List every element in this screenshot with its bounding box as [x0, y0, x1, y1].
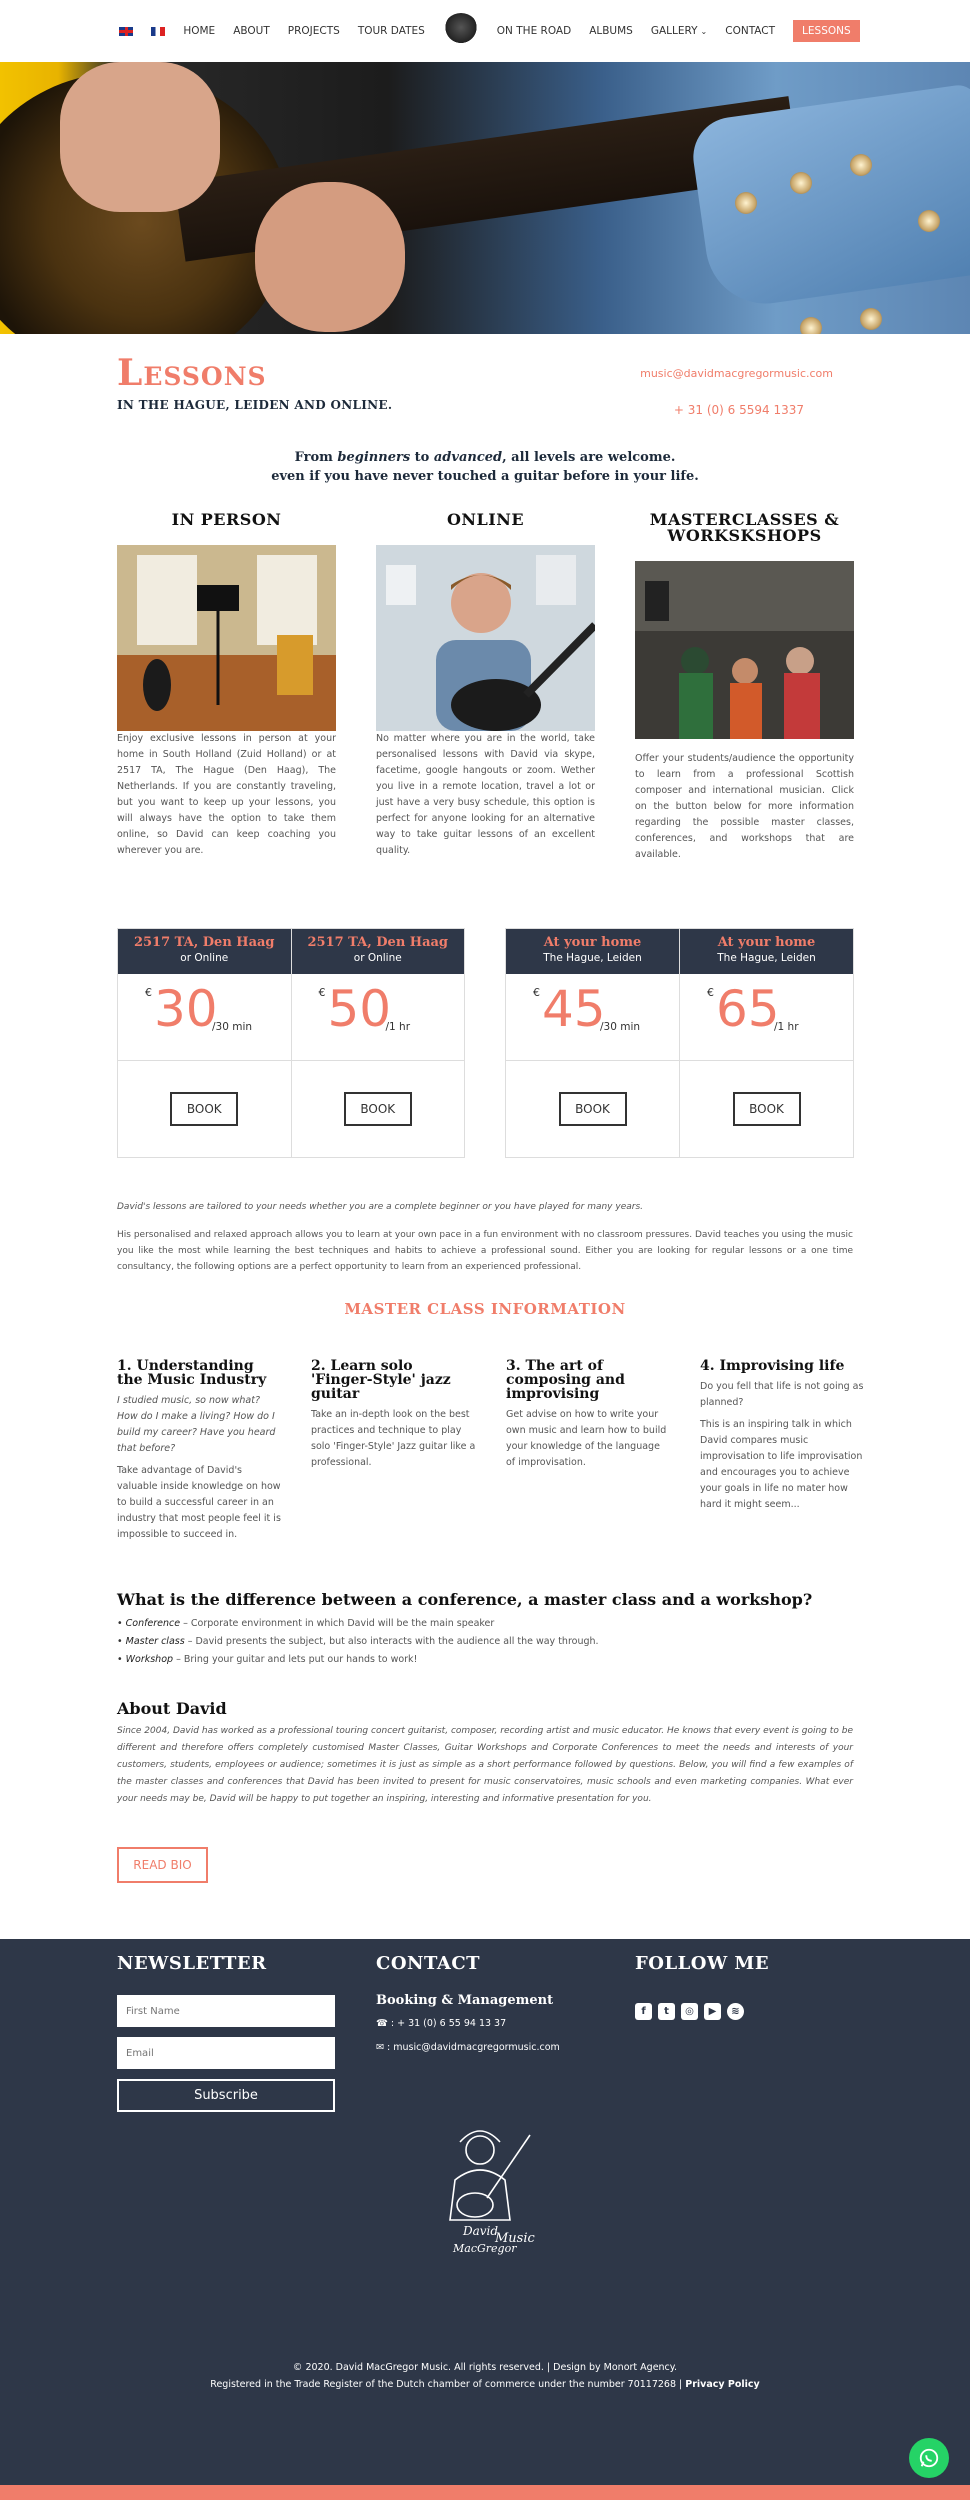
- price-card: [118, 929, 292, 1157]
- about-title: About David: [117, 1699, 227, 1718]
- privacy-policy-link[interactable]: Privacy Policy: [685, 2379, 760, 2390]
- intro-line-1: [0, 448, 970, 467]
- tailored-text: David's lessons are tailored to your needs whether you are a complete beginner or you have played for many years.: [117, 1202, 643, 1212]
- first-name-input[interactable]: [117, 1995, 335, 2027]
- intro-line-2: even if you have never touched a guitar before in your life.: [271, 469, 699, 484]
- term-description: – Bring your guitar and lets put our hands to work!: [173, 1654, 418, 1665]
- nav-contact[interactable]: CONTACT: [725, 25, 776, 37]
- book-button[interactable]: BOOK: [733, 1092, 801, 1126]
- masterclass-item: [506, 1359, 671, 1471]
- price-period: /30 min: [600, 1021, 641, 1033]
- price-header: [506, 929, 679, 974]
- price-card: [292, 929, 465, 1157]
- price-card: [680, 929, 853, 1157]
- phone-icon: ☎: [376, 2018, 388, 2029]
- masterclass-item-text: I studied music, so now what? How do I make a living? How do I build my career? Have you heard that before?: [117, 1395, 276, 1454]
- poster: [386, 565, 416, 605]
- page-subtitle: IN THE HAGUE, LEIDEN AND ONLINE.: [117, 398, 393, 412]
- term: Conference: [125, 1618, 181, 1629]
- column-text: Enjoy exclusive lessons in person at your home in South Holland (Zuid Holland) or at 2517 TA, The Hague (Den Haag), The Netherlands. If you are constantly traveling, but you want to keep up your lessons, you will always have the option to take them online, so David can keep coaching you wherever you are.: [117, 733, 336, 856]
- difference-title: What is the difference between a conference, a master class and a workshop?: [117, 1590, 813, 1609]
- price-amount: 65: [716, 980, 780, 1038]
- online-column: [376, 512, 595, 859]
- price-amount: 45: [542, 980, 606, 1038]
- pricing-group-den-haag: [117, 928, 465, 1158]
- price-header: [680, 929, 853, 974]
- pricing-group-at-home: [505, 928, 854, 1158]
- lang-fr[interactable]: [142, 27, 174, 36]
- approach-text: His personalised and relaxed approach allows you to learn at your own pace in a fun environment with no classroom pressures. David teaches you using the music you like the most while learning the best techniques and habits to achieve a professional sound. Either you are looking for regular lessons or a one time consultancy, the following options are a perfect opportunity to learn from an experienced professional.: [117, 1230, 853, 1272]
- intro-text-part: to: [410, 450, 434, 465]
- book-button[interactable]: BOOK: [170, 1092, 238, 1126]
- book-area: [118, 1061, 291, 1157]
- masterclass-item-title: 4. Improvising life: [700, 1358, 845, 1374]
- nav-tour-dates[interactable]: TOUR DATES: [357, 25, 425, 37]
- poster: [536, 555, 576, 605]
- about-text: Since 2004, David has worked as a professional touring concert guitarist, composer, recording artist and music educator. He knows that every event is going to be different and therefore offers completely customised Master Classes, Guitar Workshops and Corporate Conferences to meet the needs and interests of your customers, students, employees or audience; sometimes it is just as simple as a short performance followed by questions. Below, you will find a few examples of the master classes and conferences that David has been invited to present for music conservatoires, music schools and even marketing companies. What ever your needs may be, David will be happy to put together an inspiring, interesting and informative presentation for you.: [117, 1726, 853, 1804]
- list-item: [117, 1615, 599, 1633]
- window: [257, 555, 317, 645]
- tuning-peg: [918, 210, 940, 232]
- book-button[interactable]: BOOK: [559, 1092, 627, 1126]
- column-title: IN PERSON: [171, 510, 282, 529]
- price-location: 2517 TA, Den Haag: [307, 935, 449, 950]
- guitar-shape: [451, 679, 541, 731]
- currency-symbol: €: [145, 986, 152, 999]
- in-person-column: [117, 512, 336, 859]
- subscribe-button[interactable]: Subscribe: [117, 2079, 335, 2112]
- person-head: [681, 647, 709, 675]
- read-bio-button[interactable]: READ BIO: [117, 1847, 208, 1883]
- masterclass-item: [311, 1359, 476, 1471]
- price-amount-box: [118, 974, 291, 1061]
- nav-albums[interactable]: ALBUMS: [589, 25, 633, 37]
- column-title: MASTERCLASSES & WORKSKSHOPS: [649, 510, 840, 545]
- price-sublocation: or Online: [353, 952, 402, 964]
- booking-heading: Booking & Management: [376, 1993, 554, 2008]
- music-stand-illustration: [117, 545, 336, 731]
- nav-gallery-label[interactable]: GALLERY: [650, 25, 698, 37]
- masterclass-item: [700, 1359, 865, 1513]
- column-text: Offer your students/audience the opportunity to learn from a professional Scottish composer and international musician. Click on the button below for more information regarding the possible master classes, conferences, and workshops that are available.: [635, 753, 854, 860]
- follow-title: FOLLOW ME: [635, 1953, 770, 1974]
- nav-about[interactable]: ABOUT: [233, 25, 270, 37]
- column-text: No matter where you are in the world, take personalised lessons with David via skype, facetime, google hangouts or zoom. Wether you live in a remote location, travel a lot or just have a very busy schedule, this option is perfect for anyone looking for an alternative way to take guitar lessons of an excellent quality.: [376, 733, 595, 856]
- nav-lessons[interactable]: LESSONS: [793, 20, 860, 42]
- fr-flag-icon[interactable]: [151, 27, 165, 36]
- twitter-icon[interactable]: t: [658, 2003, 675, 2020]
- whatsapp-button[interactable]: [909, 2438, 949, 2478]
- instagram-icon[interactable]: ◎: [681, 2003, 698, 2020]
- price-card: [506, 929, 680, 1157]
- book-area: [506, 1061, 679, 1157]
- facebook-icon[interactable]: f: [635, 2003, 652, 2020]
- masterclass-item-text: Take an in-depth look on the best practices and technique to play solo 'Finger-Style' Jazz guitar like a professional.: [311, 1409, 476, 1468]
- logo-text-macgregor: MacGregor: [453, 2242, 517, 2255]
- logo-text-david: David: [463, 2224, 499, 2238]
- register-info: Registered in the Trade Register of the Dutch chamber of commerce under the number 70117268 |: [210, 2379, 686, 2390]
- masterclass-section-title: MASTER CLASS INFORMATION: [344, 1300, 626, 1318]
- top-nav: [0, 0, 970, 62]
- online-photo: [376, 545, 595, 731]
- footer-email[interactable]: [376, 2042, 560, 2053]
- chair: [277, 635, 313, 695]
- intro-emphasis: beginners: [337, 450, 411, 465]
- hero-image: [0, 62, 970, 334]
- person-head: [732, 658, 758, 684]
- price-amount-box: [680, 974, 853, 1061]
- person-body: [730, 683, 762, 739]
- person-body: [784, 673, 820, 739]
- hand-shape: [60, 62, 220, 212]
- whatsapp-icon[interactable]: [918, 2447, 940, 2469]
- footer-email-text[interactable]: : music@davidmacgregormusic.com: [387, 2042, 560, 2053]
- masterclass-item-text: Take advantage of David's valuable inside knowledge on how to build a successful career in an industry that most people feel it is impossible to succeed in.: [117, 1465, 281, 1540]
- hand-shape: [255, 182, 405, 332]
- logo-head: [466, 2136, 494, 2164]
- nav-logo[interactable]: [434, 13, 488, 49]
- book-area: [680, 1061, 853, 1157]
- price-location: At your home: [717, 935, 816, 950]
- price-sublocation: or Online: [180, 952, 229, 964]
- nav-menu: [110, 13, 859, 49]
- spotify-icon[interactable]: ≋: [727, 2003, 744, 2020]
- mail-icon: ✉: [376, 2042, 384, 2053]
- price-sublocation: The Hague, Leiden: [543, 952, 642, 964]
- bottom-accent-bar: [0, 2485, 970, 2500]
- masterclass-item-text: This is an inspiring talk in which David compares music improvisation to life improvisation and encourages you to achieve your goals in life no mater how hard it might seem...: [700, 1419, 863, 1510]
- term-description: – David presents the subject, but also interacts with the audience all the way through.: [184, 1636, 599, 1647]
- in-person-photo: [117, 545, 336, 731]
- price-amount: 50: [327, 980, 392, 1038]
- tuning-peg: [735, 192, 757, 214]
- price-amount-box: [506, 974, 679, 1061]
- term-description: – Corporate environment in which David will be the main speaker: [180, 1618, 495, 1629]
- lang-en[interactable]: [110, 27, 142, 36]
- price-location: At your home: [543, 935, 642, 950]
- currency-symbol: €: [533, 986, 540, 999]
- nav-gallery[interactable]: [642, 25, 716, 37]
- intro-text-part: , all levels are welcome.: [502, 450, 676, 465]
- amp: [645, 581, 669, 621]
- footer-logo: [425, 2120, 545, 2260]
- masterclass-item-text: Do you fell that life is not going as planned?: [700, 1381, 864, 1408]
- audience-illustration: [635, 561, 854, 739]
- list-item: [117, 1633, 599, 1651]
- copyright-text: © 2020. David MacGregor Music. All rights reserved. | Design by Monort Agency.: [292, 2362, 678, 2373]
- window: [137, 555, 197, 645]
- currency-symbol: €: [318, 986, 326, 999]
- term: Workshop: [125, 1654, 174, 1665]
- guitar-headstock-shape: [688, 83, 970, 312]
- person-body: [679, 673, 713, 739]
- tuning-peg: [850, 154, 872, 176]
- newsletter-title: NEWSLETTER: [117, 1953, 267, 1974]
- book-area: [292, 1061, 465, 1157]
- masterclass-item-title: 2. Learn solo 'Finger-Style' jazz guitar: [311, 1358, 451, 1402]
- price-sublocation: The Hague, Leiden: [717, 952, 816, 964]
- masterclass-column: [635, 512, 854, 863]
- nav-home[interactable]: HOME: [183, 25, 216, 37]
- intro-text: [0, 448, 970, 486]
- footer-phone-text[interactable]: : + 31 (0) 6 55 94 13 37: [390, 2018, 507, 2029]
- masterclass-item-title: 3. The art of composing and improvising: [506, 1358, 625, 1402]
- term: Master class: [125, 1636, 185, 1647]
- header-phone-link[interactable]: + 31 (0) 6 5594 1337: [673, 403, 804, 417]
- social-links: [635, 2003, 744, 2020]
- price-amount: 30: [154, 980, 218, 1038]
- masterclass-item-text: Get advise on how to write your own music and learn how to build your knowledge of the language of improvisation.: [506, 1409, 667, 1468]
- header-email-link[interactable]: music@davidmacgregormusic.com: [640, 367, 833, 380]
- masterclass-item-title: 1. Understanding the Music Industry: [117, 1358, 267, 1388]
- masterclass-item: [117, 1359, 282, 1543]
- footer-phone[interactable]: [376, 2018, 506, 2029]
- price-period: /1 hr: [385, 1021, 411, 1033]
- price-header: [292, 929, 465, 974]
- price-period: /1 hr: [774, 1021, 799, 1033]
- price-amount-box: [292, 974, 465, 1061]
- tuning-peg: [800, 317, 822, 334]
- list-item: [117, 1651, 599, 1669]
- price-period: /30 min: [212, 1021, 253, 1033]
- register-text: [0, 2379, 970, 2390]
- email-input[interactable]: [117, 2037, 335, 2069]
- guitar-shape: [143, 659, 171, 711]
- column-title: ONLINE: [446, 510, 525, 529]
- book-button[interactable]: BOOK: [344, 1092, 412, 1126]
- uk-flag-icon[interactable]: [119, 27, 133, 36]
- guitarist-illustration: [376, 545, 595, 731]
- page-title: Lessons: [117, 352, 267, 394]
- chevron-down-icon[interactable]: ⌄: [700, 26, 708, 36]
- tuning-peg: [860, 308, 882, 330]
- music-stand: [197, 585, 239, 611]
- logo-icon[interactable]: [443, 13, 479, 49]
- masterclass-photo: [635, 561, 854, 739]
- difference-list: [117, 1615, 599, 1669]
- logo-text-music: Music: [495, 2231, 535, 2246]
- intro-emphasis: advanced: [433, 450, 503, 465]
- price-location: 2517 TA, Den Haag: [133, 935, 275, 950]
- contact-title: CONTACT: [376, 1953, 481, 1974]
- youtube-icon[interactable]: ▶: [704, 2003, 721, 2020]
- person-head: [786, 647, 814, 675]
- currency-symbol: €: [707, 986, 714, 999]
- intro-text-part: From: [294, 450, 338, 465]
- price-header: [118, 929, 291, 974]
- nav-projects[interactable]: PROJECTS: [287, 25, 340, 37]
- tuning-peg: [790, 172, 812, 194]
- nav-on-the-road[interactable]: ON THE ROAD: [496, 25, 572, 37]
